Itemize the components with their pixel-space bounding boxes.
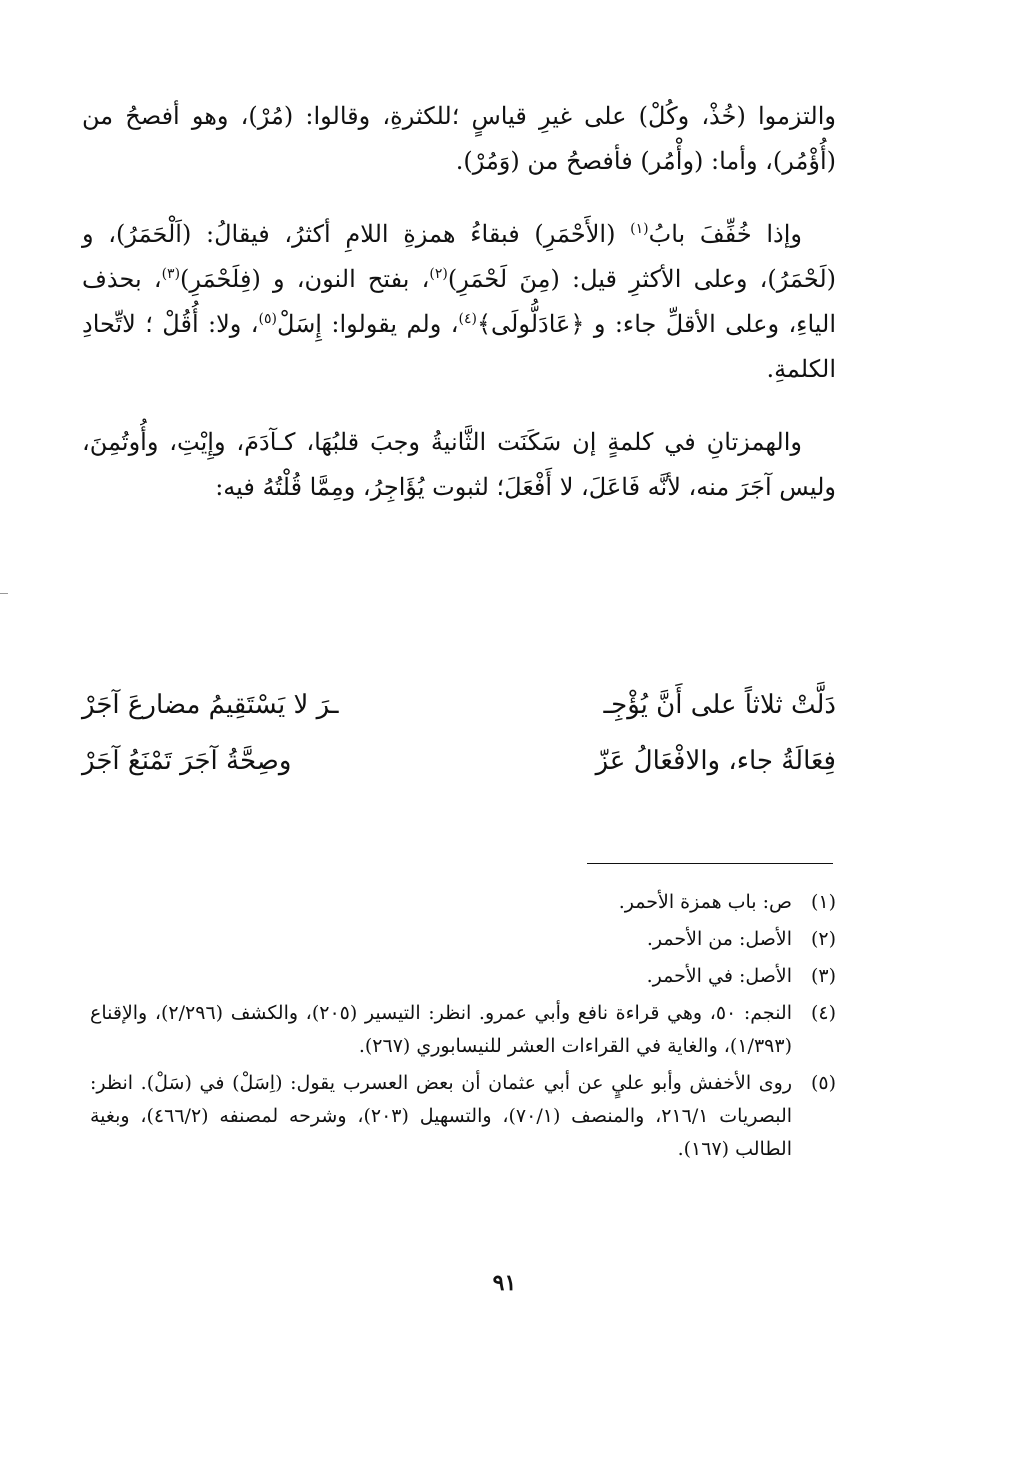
verse-line-2 — [82, 738, 836, 784]
footnote-2 — [90, 923, 836, 956]
footnote-mark-5: (٥) — [258, 311, 278, 327]
footnote-text: الأصل: من الأحمر. — [646, 928, 792, 950]
footnote-4 — [90, 997, 836, 1063]
footnote-1 — [90, 886, 836, 919]
paragraph-3: والهمزتانِ في كلمةٍ إن سَكَنَت الثَّانيةُ وجبَ قلبُهَا، كـآدَمَ، وإِيْتِ، وأُوتُمِنَ، وليس آجَرَ منه، لأنَّه فَاعَلَ، لا أَفْعَلَ؛ لثبوت يُؤَاجِرُ، ومِمَّا قُلْتُهُ فيه: — [82, 428, 836, 501]
scan-margin-mark — [0, 593, 8, 594]
footnote-mark-1: (١) — [630, 221, 649, 237]
verse-2-first-hemistich: فِعَالَةُ جاء، والافْعَالُ عَزّ — [595, 746, 836, 776]
paragraph-2 — [82, 212, 836, 392]
footnote-number: (١) — [810, 891, 836, 913]
verse-2-second-hemistich: وصِحَّةُ آجَرَ تَمْنَعُ آجَرْ — [82, 746, 292, 776]
footnote-number: (٥) — [810, 1072, 836, 1094]
footnote-separator — [587, 863, 833, 864]
paragraph-2-part-2: (الأَحْمَرِ) فبقاءُ همزةِ اللامِ أكثرُ، فيقالُ: (اَلْحَمَرُ)، و (لَحْمَرُ)، وعلى الأكثرِ قيل: (مِنَ لَحْمَرِ) — [82, 220, 836, 293]
footnote-mark-2: (٢) — [429, 266, 448, 282]
paragraph-2-part-4: ، بحذف الياءِ، وعلى الأقلِّ جاء: و ﴿عَادَلُّولَى﴾ — [82, 265, 837, 338]
footnote-3 — [90, 960, 836, 993]
paragraph-2-part-1: وإذا خُفِّفَ بابُ — [648, 220, 802, 248]
footnote-mark-4: (٤) — [458, 311, 477, 327]
verse-1-first-hemistich: دَلَّتْ ثلاثاً على أَنَّ يُؤْجِـ — [603, 690, 836, 720]
footnote-5 — [90, 1067, 836, 1166]
footnote-text: روى الأخفش وأبو عليٍ عن أبي عثمان أن بعض العسرب يقول: (اِسَلْ) في (سَلْ). انظر: البصريات ٢١٦/١، والمنصف (٧٠/١)، والتسهيل (٢٠٣)، وشرحه لمصنفه (٤٦٦/٢)، وبغية الطالب (١٦٧). — [90, 1072, 793, 1160]
footnote-text: النجم: ٥٠، وهي قراءة نافع وأبي عمرو. انظر: التيسير (٢٠٥)، والكشف (٢/٢٩٦)، والإقناع (١/٣٩٣)، والغاية في القراءات العشر للنيسابوري (٢٦٧). — [90, 1002, 792, 1057]
page-number: ٩١ — [492, 1270, 517, 1296]
main-text — [82, 94, 836, 538]
paragraph-1: والتزموا (خُذْ، وكُلْ) على غيرِ قياسٍ ؛للكثرةِ، وقالوا: (مُرْ)، وهو أفصحُ من (أُؤْمُر)، وأما: (وأْمُر) فأفصحُ من (وَمُرْ). — [82, 102, 836, 175]
footnote-number: (٢) — [810, 928, 836, 950]
footnote-number: (٣) — [810, 965, 836, 987]
verse-1-second-hemistich: ـرَ لا يَسْتَقِيمُ مضارعَ آجَرْ — [82, 690, 339, 720]
verse-line-1 — [82, 682, 836, 728]
footnote-text: ص: باب همزة الأحمر. — [618, 891, 792, 913]
footnote-number: (٤) — [810, 1002, 836, 1024]
footnote-text: الأصل: في الأحمر. — [646, 965, 792, 987]
paragraph-2-part-5: ، ولم يقولوا: إِسَلْ — [277, 310, 459, 338]
footnotes — [90, 886, 836, 1170]
paragraph-2-part-3: ، بفتح النون، و (فِلَحْمَرِ) — [180, 265, 430, 293]
paragraph-2-part-6: ، ولا: أُقُلْ ؛ لاتِّحادِ الكلمةِ. — [82, 310, 836, 383]
footnote-mark-3: (٣) — [161, 266, 181, 282]
